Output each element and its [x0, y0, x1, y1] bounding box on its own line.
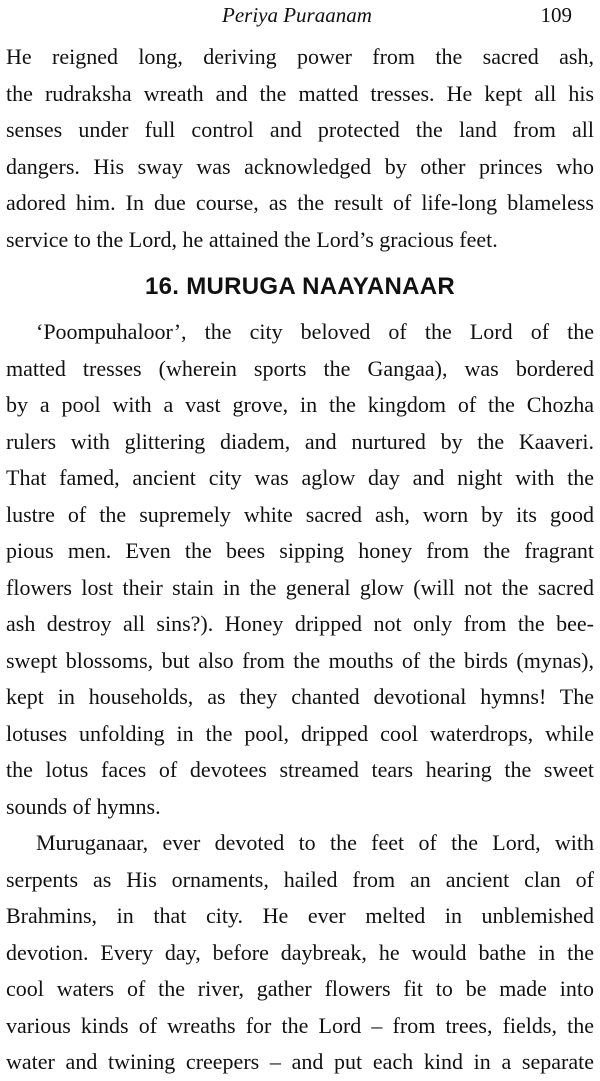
text-line: Muruganaar, ever devoted to the feet of the Lord, with	[36, 830, 594, 855]
text-line: by a pool with a vast grove, in the kingdom of the Chozha	[6, 392, 594, 417]
text-line: matted tresses (wherein sports the Gangaa), was bordered	[6, 355, 594, 381]
text-line: rulers with glittering diadem, and nurtured by the Kaaveri.	[6, 428, 594, 454]
text-line: the rudraksha wreath and the matted tresses. He kept all his	[6, 80, 594, 106]
text-line: adored him. In due course, as the result of life-long blameless	[6, 190, 594, 215]
text-line: senses under full control and protected the land from all	[6, 117, 594, 142]
text-line: various kinds of wreaths for the Lord – from trees, fields, the	[6, 1012, 594, 1038]
text-line: lotuses unfolding in the pool, dripped cool waterdrops, while	[6, 720, 594, 746]
text-line: cool waters of the river, gather flowers fit to be made into	[6, 976, 594, 1001]
text-line: water and twining creepers – and put each kind in a separate	[6, 1049, 594, 1074]
paragraph-previous-story-ending	[6, 39, 594, 258]
text-line: sounds of hymns.	[6, 793, 161, 819]
text-line: swept blossoms, but also from the mouths of the birds (mynas),	[6, 647, 594, 673]
text-line: He reigned long, deriving power from the sacred ash,	[6, 44, 594, 69]
text-line: pious men. Even the bees sipping honey from the fragrant	[6, 538, 594, 563]
text-line: lustre of the supremely white sacred ash, worn by its good	[6, 501, 594, 527]
paragraph-city-description	[6, 314, 594, 825]
running-header	[0, 2, 600, 28]
text-line: ‘Poompuhaloor’, the city beloved of the Lord of the	[36, 319, 594, 344]
text-line: That famed, ancient city was aglow day and night with the	[6, 465, 594, 490]
paragraph-muruganaar	[6, 825, 594, 1081]
text-line: ash destroy all sins?). Honey dripped not only from the bee-	[6, 611, 594, 636]
page-number: 109	[540, 3, 572, 27]
text-line: serpents as His ornaments, hailed from an ancient clan of	[6, 866, 594, 892]
running-title: Periya Puraanam	[222, 3, 372, 27]
text-line: Brahmins, in that city. He ever melted in unblemished	[6, 903, 594, 928]
text-line: devotion. Every day, before daybreak, he would bathe in the	[6, 939, 594, 965]
section-heading: 16. MURUGA NAAYANAAR	[144, 273, 456, 300]
text-line: kept in households, as they chanted devotional hymns! The	[6, 684, 594, 709]
body-text	[6, 39, 594, 1081]
text-line: service to the Lord, he attained the Lord’s gracious feet.	[6, 226, 498, 252]
text-line: dangers. His sway was acknowledged by other princes who	[6, 153, 594, 179]
text-line: flowers lost their stain in the general glow (will not the sacred	[6, 574, 594, 600]
text-line: the lotus faces of devotees streamed tears hearing the sweet	[6, 757, 594, 782]
